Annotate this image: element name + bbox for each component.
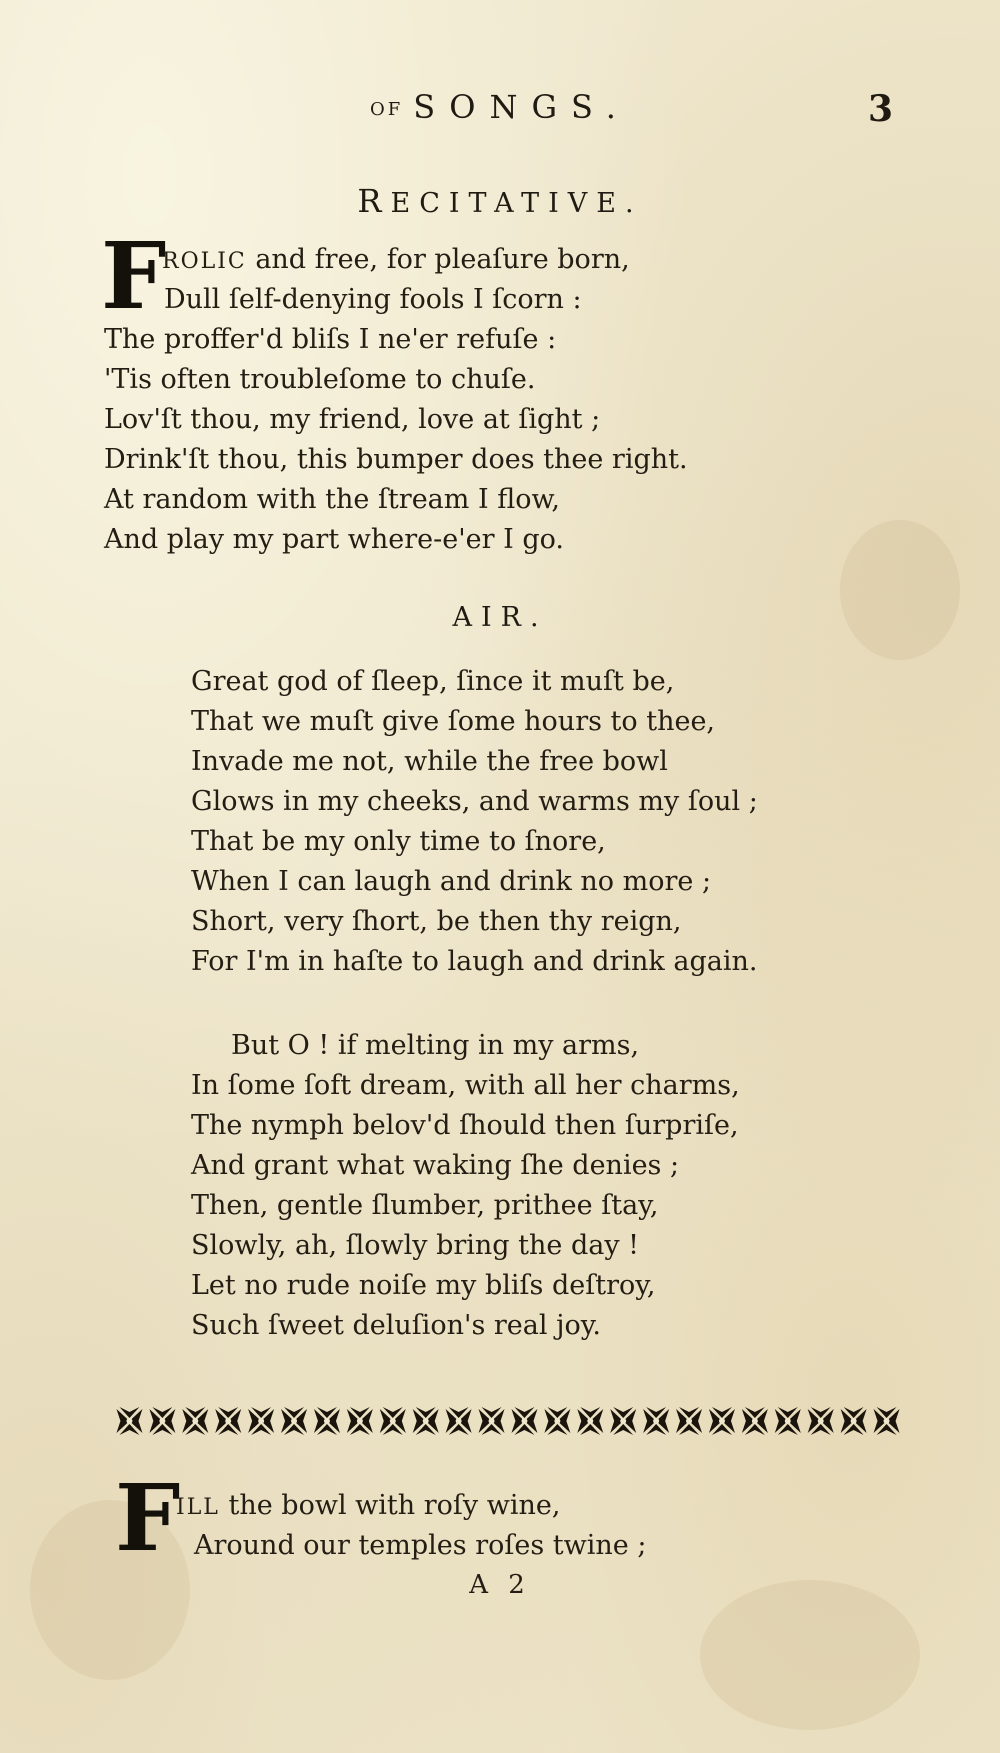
next-song-verse	[116, 1486, 646, 1566]
verse-line	[104, 240, 688, 280]
first-word-smallcaps: ROLIC	[162, 249, 247, 274]
air-stanza-1	[191, 662, 758, 982]
ornament-motif	[116, 1407, 142, 1435]
verse-line: Short, very ſhort, be then thy reign,	[191, 906, 682, 937]
ornament-motif	[841, 1407, 867, 1435]
first-word-smallcaps: ILL	[176, 1495, 220, 1520]
verse-line: When I can laugh and drink no more ;	[191, 866, 712, 897]
air-heading: AIR.	[452, 602, 548, 633]
ornament-motif	[446, 1407, 472, 1435]
recitative-verse	[104, 240, 688, 560]
ornament-motif	[610, 1407, 636, 1435]
verse-line: That be my only time to ſnore,	[191, 826, 606, 857]
recitative-heading-initial: R	[357, 182, 391, 220]
ornament-motif	[182, 1407, 208, 1435]
ornament-motif	[775, 1407, 801, 1435]
verse-line: The proffer'd bliſs I ne'er refuſe :	[104, 324, 557, 355]
ornament-motif	[413, 1407, 439, 1435]
ornament-motif	[742, 1407, 768, 1435]
drop-cap: F	[115, 1464, 181, 1572]
verse-line: Glows in my cheeks, and warms my ſoul ;	[191, 786, 758, 817]
ornament-motif	[281, 1407, 307, 1435]
verse-line: In ſome ſoft dream, with all her charms,	[191, 1070, 740, 1101]
ornament-divider	[113, 1398, 903, 1444]
ornament-motif	[709, 1407, 735, 1435]
ornament-motif	[347, 1407, 373, 1435]
verse-line: Invade me not, while the free bowl	[191, 746, 668, 777]
verse-line: For I'm in haſte to laugh and drink again.	[191, 946, 758, 977]
paper-stain	[700, 1580, 920, 1730]
verse-line: And grant what waking ſhe denies ;	[191, 1150, 680, 1181]
air-stanza-2	[191, 1026, 740, 1346]
verse-line: The nymph belov'd ſhould then ſurpriſe,	[191, 1110, 739, 1141]
running-head-of: OF	[370, 99, 404, 120]
verse-line: Slowly, ah, ſlowly bring the day !	[191, 1230, 640, 1261]
verse-line: 'Tis often troubleſome to chuſe.	[104, 364, 536, 395]
verse-line: At random with the ſtream I flow,	[104, 484, 560, 515]
verse-line	[116, 1486, 646, 1526]
drop-cap: F	[101, 222, 167, 330]
paper-stain	[840, 520, 960, 660]
first-line-text: the bowl with roſy wine,	[219, 1490, 561, 1521]
running-head	[0, 88, 1000, 126]
ornament-motif	[248, 1407, 274, 1435]
verse-line: Dull ſelf-denying fools I ſcorn :	[164, 284, 582, 315]
verse-line: Then, gentle ſlumber, prithee ſtay,	[191, 1190, 659, 1221]
ornament-motif	[808, 1407, 834, 1435]
verse-line: Let no rude noiſe my bliſs deſtroy,	[191, 1270, 656, 1301]
page-number: 3	[868, 88, 894, 130]
ornament-motif	[676, 1407, 702, 1435]
ornament-motif	[544, 1407, 570, 1435]
verse-line: Great god of ſleep, ſince it muſt be,	[191, 666, 675, 697]
verse-line: Such ſweet deluſion's real joy.	[191, 1310, 601, 1341]
verse-line: Drink'ſt thou, this bumper does thee right.	[104, 444, 688, 475]
ornament-motif	[874, 1407, 900, 1435]
verse-line: That we muſt give ſome hours to thee,	[191, 706, 716, 737]
first-line-text: and free, for pleaſure born,	[246, 244, 630, 275]
recitative-heading	[0, 182, 1000, 220]
ornament-motif	[380, 1407, 406, 1435]
ornament-motif	[577, 1407, 603, 1435]
ornament-motif	[643, 1407, 669, 1435]
verse-line: And play my part where-e'er I go.	[104, 524, 565, 555]
ornament-motif	[511, 1407, 537, 1435]
recitative-heading-rest: ECITATIVE.	[390, 188, 643, 219]
verse-line: Around our temples roſes twine ;	[194, 1530, 647, 1561]
ornament-motif	[479, 1407, 505, 1435]
running-head-title: SONGS.	[413, 88, 630, 126]
ornament-motif	[215, 1407, 241, 1435]
signature-mark: A 2	[469, 1570, 531, 1600]
verse-line: Lov'ſt thou, my friend, love at ſight ;	[104, 404, 601, 435]
ornament-motif	[149, 1407, 175, 1435]
ornament-motif	[314, 1407, 340, 1435]
verse-line: But O ! if melting in my arms,	[231, 1030, 640, 1061]
